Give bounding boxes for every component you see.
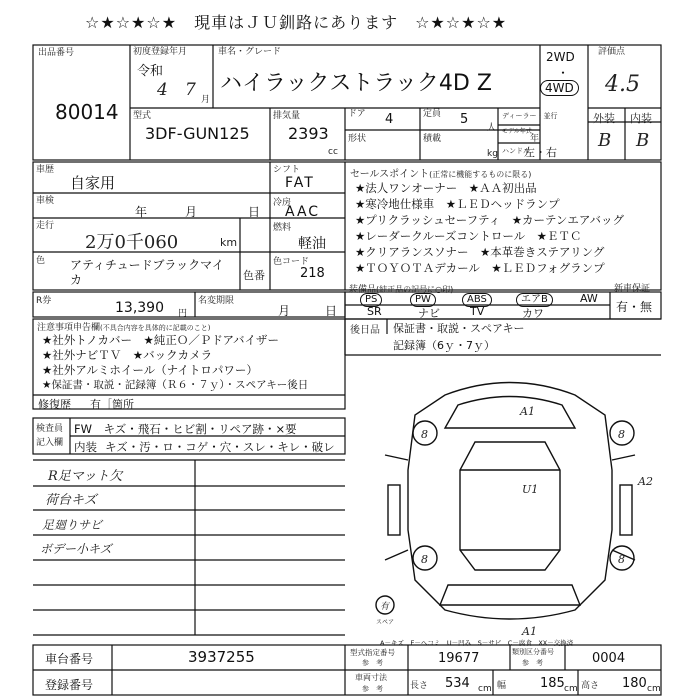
recycle-unit: 円 bbox=[178, 309, 188, 319]
shift-label: シフト bbox=[273, 165, 301, 175]
interior-label: 内装 bbox=[630, 112, 652, 125]
length-unit: cm bbox=[478, 684, 492, 694]
note-line: ★社外トノカバー ★純正Ｏ／Ｐドアバイザー bbox=[42, 333, 280, 347]
deadline-label: 名変期限 bbox=[198, 296, 235, 306]
equipment-airbag-label: エアB bbox=[516, 293, 553, 307]
damage-mark: U1 bbox=[522, 483, 539, 496]
chassis-label: 車台番号 bbox=[45, 652, 94, 666]
exterior-score: B bbox=[598, 130, 612, 151]
model-code-label: 型式 bbox=[133, 111, 152, 121]
shift: FAT bbox=[285, 175, 315, 191]
displacement: 2393 bbox=[288, 124, 329, 143]
width-label: 幅 bbox=[497, 681, 507, 691]
height-label: 高さ bbox=[581, 681, 600, 691]
class-number: 0004 bbox=[592, 651, 626, 666]
sales-points-title: セールスポイント bbox=[350, 169, 430, 180]
class-label: 類別区分番号 bbox=[512, 648, 554, 656]
inspector-label-2: 記入欄 bbox=[36, 438, 64, 448]
drive-2wd: 2WD bbox=[546, 50, 575, 64]
damage-legend: A－キズ E－ヘコミ U－凹み S－サビ C－腐食 XX－交換済 bbox=[380, 639, 574, 647]
tire-mark: 8 bbox=[421, 553, 428, 566]
height: 180 bbox=[622, 676, 647, 691]
sales-points-label bbox=[350, 165, 531, 180]
equipment-sr: SR bbox=[367, 305, 382, 318]
steering-label: ハンドル bbox=[502, 147, 530, 155]
color-code-label: 色コード bbox=[273, 257, 310, 267]
color-no: 218 bbox=[300, 266, 325, 281]
drive-4wd: 4WD bbox=[540, 80, 579, 96]
color: アティチュードブラックマイカ bbox=[70, 258, 224, 287]
mileage: 2万0千060 bbox=[85, 232, 179, 253]
drive-dot: ・ bbox=[557, 66, 570, 80]
sales-point: ★プリクラッシュセーフティ ★カーテンエアバッグ bbox=[355, 213, 625, 227]
displacement-unit: cc bbox=[328, 147, 338, 157]
score-value: 4.5 bbox=[605, 72, 640, 97]
fuel-label: 燃料 bbox=[273, 223, 292, 233]
sales-point: ★レーダークルーズコントロール ★ＥＴＣ bbox=[355, 229, 582, 243]
steering: 左・右 bbox=[524, 146, 557, 159]
capacity-label: 定員 bbox=[423, 109, 442, 119]
note-line: ★社外ナビＴＶ ★バックカメラ bbox=[42, 348, 213, 362]
load-unit: kg bbox=[487, 149, 498, 159]
handwritten-note: ボデー小キズ bbox=[40, 542, 112, 556]
type-approval-sub: 参 考 bbox=[362, 659, 383, 667]
inspector-label: 検査員 bbox=[36, 424, 64, 434]
inspection-label: 車検 bbox=[36, 196, 55, 206]
height-unit: cm bbox=[647, 684, 661, 694]
notes-list bbox=[42, 333, 308, 393]
length-label: 長さ bbox=[410, 681, 429, 691]
dealer-label: ディーラー・並行 bbox=[502, 112, 558, 120]
interior-row-label: 内装 bbox=[74, 440, 97, 454]
equipment-abs-label: ABS bbox=[462, 293, 492, 307]
exterior-label: 外装 bbox=[593, 112, 615, 125]
body-outline bbox=[408, 383, 612, 620]
model-year-value: 年 bbox=[530, 134, 540, 144]
width-unit: cm bbox=[564, 684, 578, 694]
new-car-warranty: 有・無 bbox=[616, 300, 653, 314]
note-line: ★社外アルミホイール（ナイトロパワー） bbox=[42, 363, 258, 377]
model-code: 3DF-GUN125 bbox=[145, 124, 250, 143]
registration-year: 4 bbox=[157, 80, 168, 100]
handwritten-note: 荷台キズ bbox=[45, 493, 97, 508]
sales-point: ★法人ワンオーナー ★ＡＡ初出品 bbox=[355, 181, 537, 195]
doors-label: ドア bbox=[348, 109, 366, 119]
width: 185 bbox=[540, 676, 565, 691]
history: 自家用 bbox=[70, 174, 116, 192]
chassis-number: 3937255 bbox=[188, 648, 255, 666]
equipment-navi: ナビ bbox=[418, 307, 440, 320]
recycle: 13,390 bbox=[115, 300, 164, 316]
new-car-warranty-label: 新車保証 bbox=[614, 284, 651, 294]
sales-points-sub: (正常に機能するものに限る) bbox=[429, 170, 532, 179]
notes-sub: (不具合内容を具体的に記載のこと) bbox=[100, 324, 211, 332]
attachments-label: 後日品 bbox=[350, 325, 380, 336]
sales-point: ★クリアランスソナー ★本革巻きステアリング bbox=[355, 245, 605, 259]
tire-mark: 8 bbox=[618, 428, 625, 441]
length: 534 bbox=[445, 676, 470, 691]
vehicle-damage-diagram bbox=[350, 360, 670, 645]
spare-caption: スペア bbox=[376, 619, 395, 626]
size-label: 車両寸法 bbox=[355, 673, 387, 682]
mileage-label: 走行 bbox=[36, 221, 55, 231]
damage-mark: A1 bbox=[522, 625, 537, 638]
type-approval-label: 型式指定番号 bbox=[350, 648, 395, 657]
class-sub: 参 考 bbox=[522, 659, 543, 667]
equipment-leather: カワ bbox=[522, 307, 544, 320]
displacement-label: 排気量 bbox=[273, 111, 301, 121]
notes-title: 注意事項申告欄 bbox=[37, 323, 101, 333]
model-year-label: モデル年式 bbox=[502, 128, 532, 135]
repair-label: 修復歴 bbox=[38, 398, 71, 411]
ac: AAC bbox=[285, 204, 321, 220]
fuel: 軽油 bbox=[298, 236, 326, 252]
history-label: 車歴 bbox=[36, 165, 55, 175]
doors: 4 bbox=[385, 112, 394, 127]
attachments-line2: 記録簿（6ｙ・7ｙ） bbox=[393, 339, 495, 352]
equipment-title: 装備品 bbox=[349, 285, 377, 295]
capacity: 5 bbox=[460, 112, 469, 127]
handwritten-note: R足マット欠 bbox=[48, 469, 123, 484]
equipment-pw-label: PW bbox=[410, 293, 436, 307]
model-name-label: 車名・グレード bbox=[218, 47, 282, 57]
deadline-day: 日 bbox=[325, 304, 338, 318]
registration-month: 7 bbox=[185, 80, 196, 100]
spare-mark: 有 bbox=[380, 602, 390, 612]
inspection-month: 月 bbox=[185, 205, 198, 219]
score-label: 評価点 bbox=[598, 47, 626, 57]
repair-value: 有［箇所 bbox=[90, 398, 134, 411]
notes-label bbox=[37, 320, 210, 333]
capacity-unit: 人 bbox=[487, 123, 497, 133]
equipment-sub: (純正品の記号に○印) bbox=[376, 285, 454, 294]
attachments-line1: 保証書・取説・スペアキー bbox=[393, 322, 525, 335]
note-line: ★保証書・取説・記録簿（Ｒ６・７ｙ）・スペアキー後日 bbox=[42, 379, 309, 391]
handwritten-note: 足廻りサビ bbox=[42, 518, 103, 532]
inspection-year: 年 bbox=[135, 205, 148, 219]
color-label: 色 bbox=[36, 256, 46, 266]
load-label: 積載 bbox=[423, 134, 442, 144]
registration-number-label: 登録番号 bbox=[45, 678, 94, 692]
inspector-row-1: FW キズ・飛石・ヒビ割・リペア跡・×要 bbox=[74, 422, 297, 436]
deadline-month: 月 bbox=[278, 304, 291, 318]
sales-point: ★ＴＯＹＯＴＡデカール ★ＬＥＤフォグランプ bbox=[355, 261, 605, 275]
size-sub: 参 考 bbox=[362, 685, 383, 693]
registration-month-unit: 月 bbox=[201, 95, 211, 105]
ac-label: 冷房 bbox=[273, 198, 292, 208]
lot-label: 出品番号 bbox=[38, 48, 75, 58]
damage-mark: A1 bbox=[520, 405, 535, 418]
banner: ☆★☆★☆★ 現車はＪＵ釧路にあります ☆★☆★☆★ bbox=[85, 13, 508, 32]
inspector-row-2: キズ・汚・ロ・コゲ・穴・スレ・キレ・破レ bbox=[105, 440, 335, 454]
recycle-label: R券 bbox=[36, 296, 52, 306]
sales-point: ★寒冷地仕様車 ★ＬＥＤヘッドランプ bbox=[355, 197, 560, 211]
equipment-aw: AW bbox=[580, 292, 598, 305]
sales-points-list bbox=[355, 180, 624, 276]
color-no-label: 色番 bbox=[243, 269, 265, 282]
inspection-day: 日 bbox=[248, 205, 261, 219]
lot-number: 80014 bbox=[55, 100, 119, 124]
equipment-tv: TV bbox=[470, 305, 485, 318]
interior-score: B bbox=[636, 130, 650, 151]
registration-era: 令和 bbox=[137, 64, 164, 79]
registration-label: 初度登録年月 bbox=[133, 47, 188, 57]
type-approval: 19677 bbox=[438, 651, 480, 666]
mileage-unit: km bbox=[220, 236, 238, 249]
tire-mark: 8 bbox=[421, 428, 428, 441]
shape-label: 形状 bbox=[348, 134, 367, 144]
tire-mark: 8 bbox=[618, 553, 625, 566]
equipment-ps-label: PS bbox=[360, 293, 382, 307]
damage-mark: A2 bbox=[638, 475, 653, 488]
model-name: ハイラックストラック4D Z bbox=[220, 71, 492, 96]
